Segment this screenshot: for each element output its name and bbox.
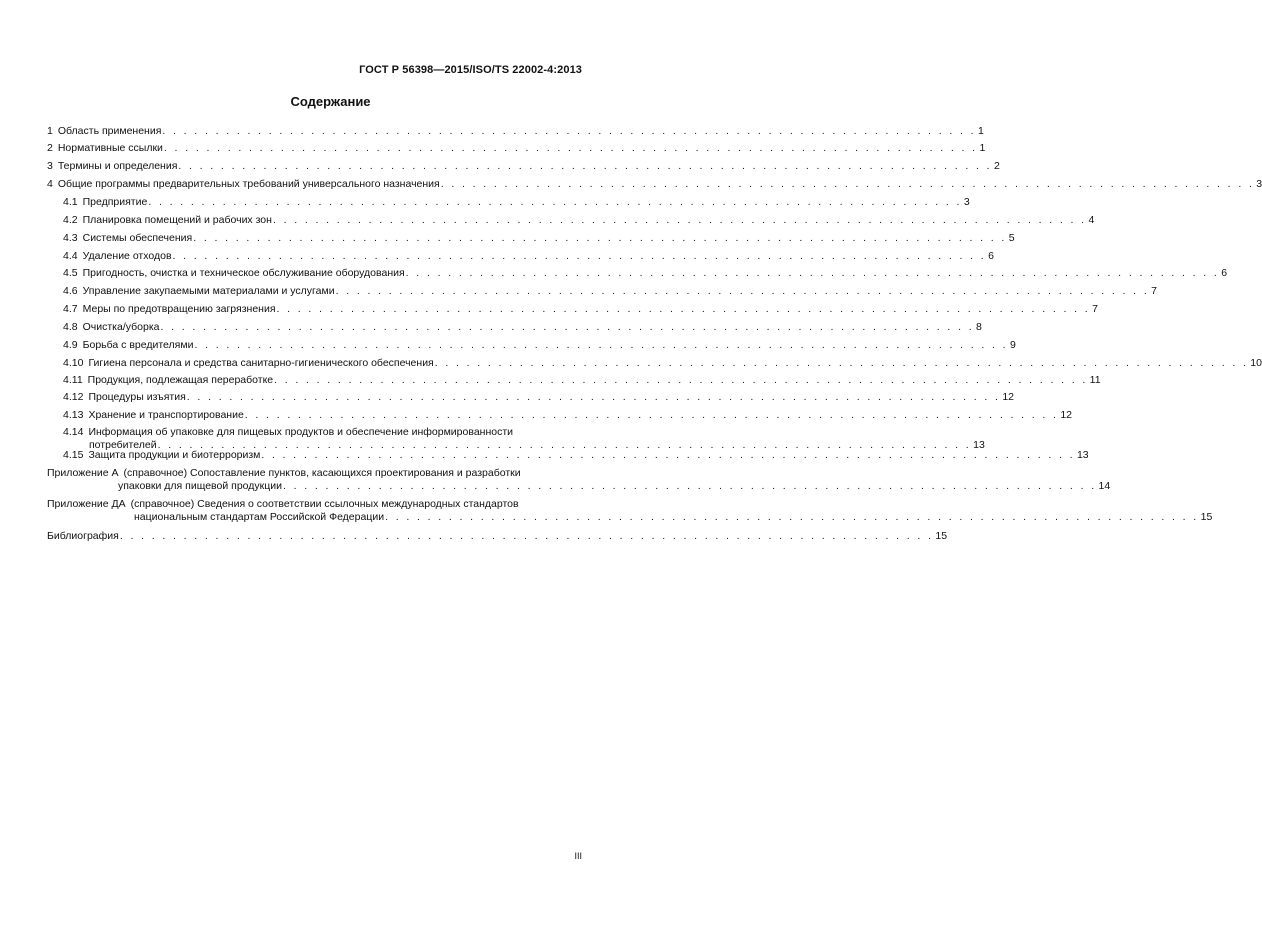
toc-entry-label (47, 529, 119, 543)
dot-leader: . . . . . . . . . . . . . . . . . . . . . . . . . . . . . . . . . . . . . . . . . . . . . . . . . . . . . . . . . . . . . . . . . . . . . . . . . . . . . (163, 142, 978, 154)
toc-entry-page: 8 (976, 321, 982, 333)
dot-leader: . . . . . . . . . . . . . . . . . . . . . . . . . . . . . . . . . . . . . . . . . . . . . . . . . . . . . . . . . . . . . . . . . . . . . . . . . . . . . (261, 449, 1075, 461)
toc-entry-number: 4.2 (63, 214, 78, 226)
toc-entry-number: 4.11 (63, 374, 83, 386)
toc-entry-number: 3 (47, 160, 53, 172)
toc-entry-text: (справочное) Сопоставление пунктов, касающихся проектирования и разработки (123, 467, 521, 479)
toc-entry-page: 10 (1250, 357, 1262, 369)
toc-entry-label (63, 390, 186, 404)
toc-entry-page: 6 (988, 250, 994, 262)
toc-entry-number: 4.6 (63, 285, 78, 297)
toc-entry-number: 4.5 (63, 267, 78, 279)
toc-entry-text: Пригодность, очистка и техническое обслуживание оборудования (82, 267, 405, 279)
toc-entry-label (63, 231, 192, 245)
toc-entry-label (63, 408, 244, 422)
toc-entry-number: Приложение ДА (47, 498, 126, 510)
toc-entry-number: 4.12 (63, 391, 84, 403)
toc-entry-text: Борьба с вредителями (82, 339, 194, 351)
toc-entry-page: 12 (1060, 409, 1073, 421)
dot-leader: . . . . . . . . . . . . . . . . . . . . . . . . . . . . . . . . . . . . . . . . . . . . . . . . . . . . . . . . . . . . . . . . . . . . . . . . . . . . . (178, 160, 992, 172)
toc-entry-text: Процедуры изъятия (88, 391, 186, 403)
toc-entry-text: Продукция, подлежащая переработке (87, 374, 274, 386)
toc-entry-number: 4.3 (63, 232, 78, 244)
dot-leader: . . . . . . . . . . . . . . . . . . . . . . . . . . . . . . . . . . . . . . . . . . . . . . . . . . . . . . . . . . . . . . . . . . . . . . . . . . . . . (172, 250, 987, 262)
dot-leader: . . . . . . . . . . . . . . . . . . . . . . . . . . . . . . . . . . . . . . . . . . . . . . . . . . . . . . . . . . . . . . . . . . . . . . . . . . . . . (276, 303, 1091, 315)
toc-entry-number: 4.15 (63, 449, 84, 461)
dot-leader: . . . . . . . . . . . . . . . . . . . . . . . . . . . . . . . . . . . . . . . . . . . . . . . . . . . . . . . . . . . . . . . . . . . . . . . . . . . . . (385, 511, 1199, 523)
dot-leader: . . . . . . . . . . . . . . . . . . . . . . . . . . . . . . . . . . . . . . . . . . . . . . . . . . . . . . . . . . . . . . . . . . . . . . . . . . . . . (282, 480, 1097, 492)
toc-entry-page: 13 (1076, 449, 1089, 461)
toc-entry-text: Планировка помещений и рабочих зон (82, 214, 272, 226)
toc-entry-text: Гигиена персонала и средства санитарно-гигиенического обеспечения (88, 357, 434, 369)
toc-entry-text: Общие программы предварительных требований универсального назначения (57, 178, 440, 190)
toc-entry-page: 5 (1008, 232, 1015, 244)
toc-entry-page: 13 (973, 439, 985, 451)
toc-entry-number: 4.13 (63, 409, 84, 421)
dot-leader: . . . . . . . . . . . . . . . . . . . . . . . . . . . . . . . . . . . . . . . . . . . . . . . . . . . . . . . . . . . . . . . . . . . . . . . . . . . . . (186, 391, 1001, 403)
toc-entry-text: Библиография (47, 530, 119, 542)
dot-leader: . . . . . . . . . . . . . . . . . . . . . . . . . . . . . . . . . . . . . . . . . . . . . . . . . . . . . . . . . . . . . . . . . . . . . . . . . . . . . (119, 530, 934, 542)
toc-entry-text: Нормативные ссылки (57, 142, 163, 154)
toc-entry-label (63, 249, 172, 263)
toc-entry-text: (справочное) Сведения о соответствии ссылочных международных стандартов (130, 498, 519, 510)
toc-entry-text: Системы обеспечения (82, 232, 193, 244)
toc-entry-label (63, 448, 260, 462)
toc-entry-text: Информация об упаковке для пищевых продуктов и обеспечение информированности (88, 426, 514, 438)
toc-entry-page: 1 (977, 125, 984, 137)
document-code: ГОСТ Р 56398—2015/ISO/TS 22002-4:2013 (359, 64, 582, 76)
toc-entry-label (63, 213, 272, 227)
dot-leader: . . . . . . . . . . . . . . . . . . . . . . . . . . . . . . . . . . . . . . . . . . . . . . . . . . . . . . . . . . . . . . . . . . . . . . . . . . . . . (162, 125, 976, 137)
toc-entry-page: 15 (1200, 511, 1213, 523)
dot-leader: . . . . . . . . . . . . . . . . . . . . . . . . . . . . . . . . . . . . . . . . . . . . . . . . . . . . . . . . . . . . . . . . . . . . . . . . . . . . . (272, 214, 1087, 226)
toc-entry-number: 2 (47, 142, 53, 154)
toc-entry-label (47, 159, 177, 173)
toc-entry-number: 4.9 (63, 339, 78, 351)
toc-entry-page: 7 (1151, 285, 1157, 297)
dot-leader: . . . . . . . . . . . . . . . . . . . . . . . . . . . . . . . . . . . . . . . . . . . . . . . . . . . . . . . . . . . . . . . . . . . . . . . . . . . . . (405, 267, 1220, 279)
toc-entry-label (63, 302, 276, 316)
toc-entry-page: 3 (963, 196, 970, 208)
toc-entry-page: 7 (1092, 303, 1098, 315)
toc-entry-page: 9 (1010, 339, 1016, 351)
toc-entry-label (63, 425, 513, 439)
toc-entry-text: Предприятие (82, 196, 148, 208)
dot-leader: . . . . . . . . . . . . . . . . . . . . . . . . . . . . . . . . . . . . . . . . . . . . . . . . . . . . . . . . . . . . . . . . . . . . . . . . . . . . . (157, 439, 972, 451)
toc-entry-page: 14 (1098, 480, 1111, 492)
toc-entry-label (63, 356, 434, 370)
toc-entry-page: 4 (1088, 214, 1095, 226)
toc-title: Содержание (290, 94, 371, 109)
toc-entry-number: 4 (47, 178, 53, 190)
toc-entry-label (63, 373, 273, 387)
toc-entry-text: Защита продукции и биотерроризм (88, 449, 261, 461)
toc-entry-page: 11 (1089, 374, 1101, 386)
toc-entry-label (47, 497, 519, 511)
toc-entry-text-continued: потребителей (89, 439, 157, 451)
toc-entry-label (63, 338, 193, 352)
toc-entry-text: Меры по предотвращению загрязнения (82, 303, 276, 315)
dot-leader: . . . . . . . . . . . . . . . . . . . . . . . . . . . . . . . . . . . . . . . . . . . . . . . . . . . . . . . . . . . . . . . . . . . . . . . . . . . . . (440, 178, 1255, 190)
toc-entry-text: Очистка/уборка (82, 321, 160, 333)
toc-entry-number: 4.1 (63, 196, 78, 208)
toc-entry-label (63, 195, 147, 209)
toc-entry-page: 12 (1002, 391, 1015, 403)
toc-entry-page: 15 (935, 530, 948, 542)
toc-entry-text-continued: национальным стандартам Российской Федерации (134, 511, 385, 523)
toc-entry-page: 2 (993, 160, 1000, 172)
toc-entry-label (63, 266, 405, 280)
toc-entry-label (47, 141, 163, 155)
dot-leader: . . . . . . . . . . . . . . . . . . . . . . . . . . . . . . . . . . . . . . . . . . . . . . . . . . . . . . . . . . . . . . . . . . . . . . . . . . . . . (434, 357, 1249, 369)
toc-entry-number: 4.4 (63, 250, 78, 262)
page-number: III (574, 851, 582, 861)
toc-entry-text: Область применения (57, 125, 162, 137)
toc-entry-label (63, 284, 335, 298)
dot-leader: . . . . . . . . . . . . . . . . . . . . . . . . . . . . . . . . . . . . . . . . . . . . . . . . . . . . . . . . . . . . . . . . . . . . . . . . . . . . . (193, 232, 1007, 244)
toc-entry-text-continued: упаковки для пищевой продукции (118, 480, 282, 492)
toc-entry-label (47, 177, 440, 191)
toc-entry-label (63, 320, 159, 334)
toc-entry-page: 1 (979, 142, 986, 154)
toc-entry-number: 4.7 (63, 303, 78, 315)
toc-entry-text: Термины и определения (57, 160, 178, 172)
toc-entry-number: 4.14 (63, 426, 84, 438)
dot-leader: . . . . . . . . . . . . . . . . . . . . . . . . . . . . . . . . . . . . . . . . . . . . . . . . . . . . . . . . . . . . . . . . . . . . . . . . . . . . . (148, 196, 962, 208)
toc-entry-text: Удаление отходов (82, 250, 172, 262)
toc-entry-label (47, 124, 161, 138)
dot-leader: . . . . . . . . . . . . . . . . . . . . . . . . . . . . . . . . . . . . . . . . . . . . . . . . . . . . . . . . . . . . . . . . . . . . . . . . . . . . . (194, 339, 1008, 351)
toc-entry-page: 6 (1221, 267, 1228, 279)
toc-entry-number: 4.8 (63, 321, 78, 333)
dot-leader: . . . . . . . . . . . . . . . . . . . . . . . . . . . . . . . . . . . . . . . . . . . . . . . . . . . . . . . . . . . . . . . . . . . . . . . . . . . . . (274, 374, 1088, 386)
toc-entry-number: 4.10 (63, 357, 84, 369)
toc-entry-text: Хранение и транспортирование (88, 409, 244, 421)
dot-leader: . . . . . . . . . . . . . . . . . . . . . . . . . . . . . . . . . . . . . . . . . . . . . . . . . . . . . . . . . . . . . . . . . . . . . . . . . . . . . (335, 285, 1150, 297)
toc-entry-text: Управление закупаемыми материалами и услугами (82, 285, 335, 297)
dot-leader: . . . . . . . . . . . . . . . . . . . . . . . . . . . . . . . . . . . . . . . . . . . . . . . . . . . . . . . . . . . . . . . . . . . . . . . . . . . . . (160, 321, 975, 333)
toc-entry-number: Приложение А (47, 467, 119, 479)
toc-entry-label (47, 466, 521, 480)
dot-leader: . . . . . . . . . . . . . . . . . . . . . . . . . . . . . . . . . . . . . . . . . . . . . . . . . . . . . . . . . . . . . . . . . . . . . . . . . . . . . (244, 409, 1059, 421)
toc-entry-number: 1 (47, 125, 53, 137)
toc-entry-page: 3 (1256, 178, 1262, 190)
